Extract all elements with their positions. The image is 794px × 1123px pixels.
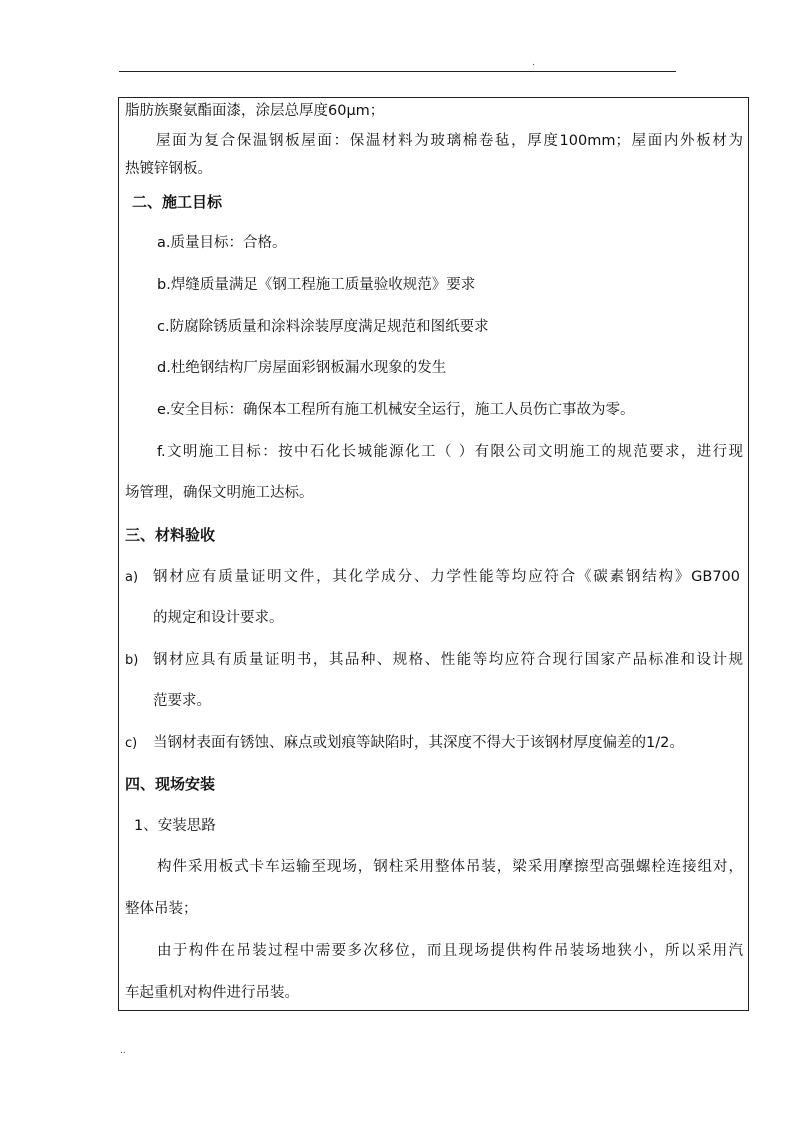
material-item: 钢材应具有质量证明书，其品种、规格、性能等均应符合现行国家产品标准和设计规 (153, 652, 743, 668)
section-title-goals: 二、施工目标 (132, 193, 223, 211)
list-marker: a) (125, 570, 139, 585)
roof-paragraph-line: 热镀锌钢板。 (125, 161, 212, 177)
goal-item: f.文明施工目标：按中石化长城能源化工（ ）有限公司文明施工的规范要求，进行现 (157, 444, 743, 460)
goal-item: c.防腐除锈质量和涂料涂装厚度满足规范和图纸要求 (157, 319, 489, 335)
roof-paragraph-line: 屋面为复合保温钢板屋面：保温材料为玻璃棉卷毡，厚度100mm；屋面内外板材为 (156, 133, 743, 149)
material-item-continued: 范要求。 (153, 693, 211, 709)
list-marker: c) (125, 736, 138, 751)
material-item: 当钢材表面有锈蚀、麻点或划痕等缺陷时，其深度不得大于该钢材厚度偏差的1/2。 (153, 735, 684, 751)
subsection-title: 1、安装思路 (134, 818, 216, 834)
header-rule (119, 71, 676, 72)
installation-paragraph-line: 由于构件在吊装过程中需要多次移位，而且现场提供构件吊装场地狭小，所以采用汽 (157, 943, 743, 959)
goal-item: b.焊缝质量满足《钢工程施工质量验收规范》要求 (157, 277, 476, 293)
section-title-materials: 三、材料验收 (125, 526, 216, 544)
list-marker: b) (125, 653, 139, 668)
goal-item-continued: 场管理，确保文明施工达标。 (125, 485, 314, 501)
header-mark: . (532, 58, 535, 68)
installation-paragraph-line: 整体吊装； (125, 901, 198, 917)
material-item: 钢材应有质量证明文件，其化学成分、力学性能等均应符合《碳素钢结构》GB700 (153, 569, 740, 585)
goal-item: d.杜绝钢结构厂房屋面彩钢板漏水现象的发生 (157, 360, 447, 376)
footer-mark: .. (120, 1046, 126, 1056)
material-item-continued: 的规定和设计要求。 (153, 610, 284, 626)
section-title-installation: 四、现场安装 (125, 775, 216, 793)
intro-paragraph-line: 脂肪族聚氨酯面漆，涂层总厚度60μm； (125, 103, 385, 119)
installation-paragraph-line: 构件采用板式卡车运输至现场，钢柱采用整体吊装，梁采用摩擦型高强螺栓连接组对， (157, 859, 743, 875)
goal-item: e.安全目标：确保本工程所有施工机械安全运行，施工人员伤亡事故为零。 (157, 402, 635, 418)
installation-paragraph-line: 车起重机对构件进行吊装。 (125, 985, 299, 1001)
goal-item: a.质量目标：合格。 (157, 235, 287, 251)
